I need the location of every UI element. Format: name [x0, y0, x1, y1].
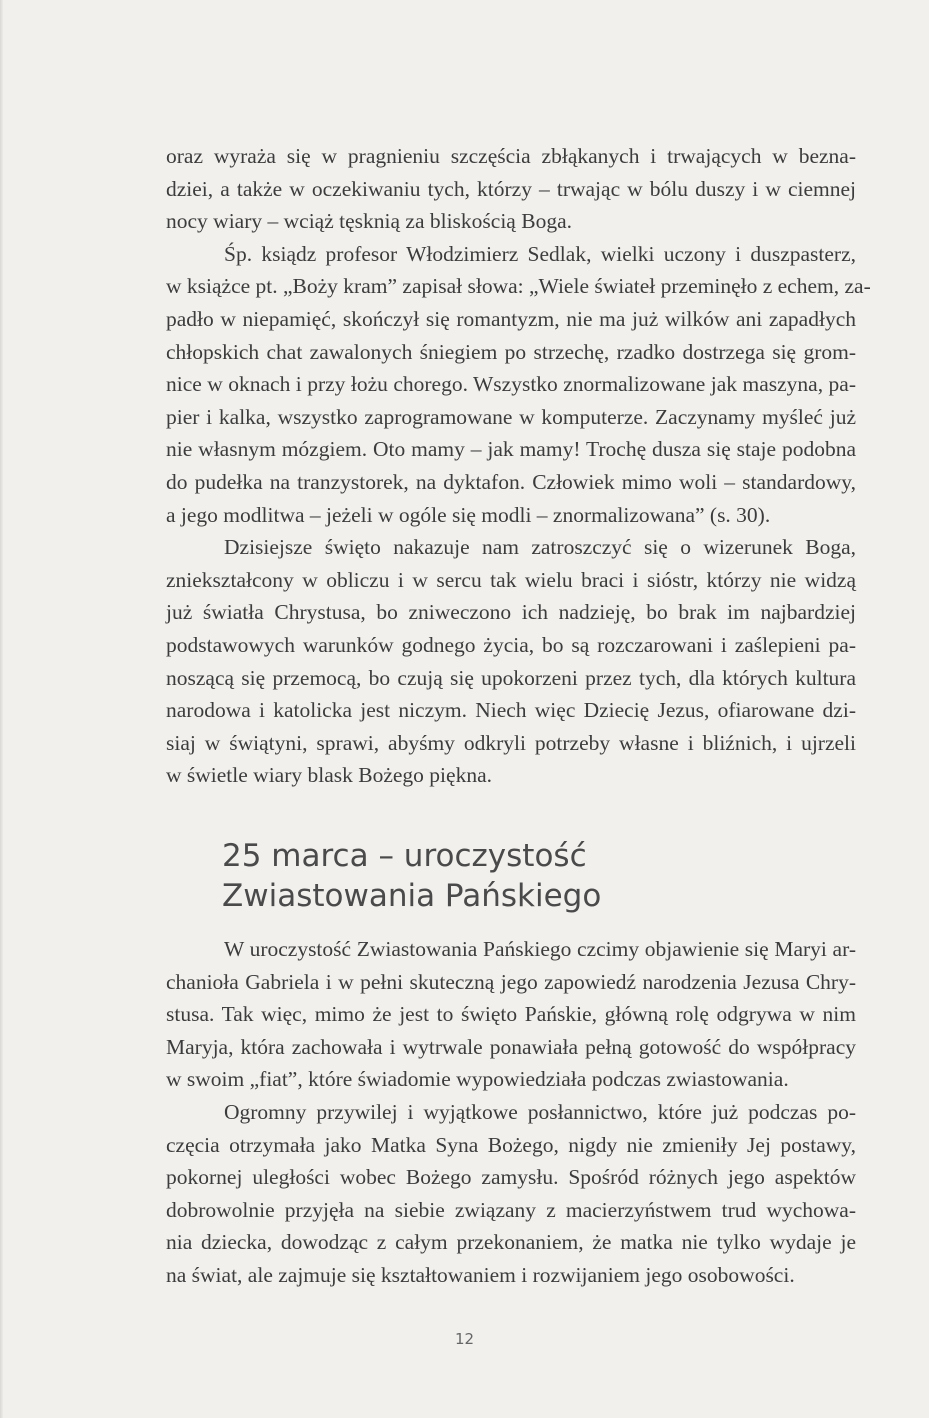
text-line: pokornej uległości wobec Bożego zamysłu. Spośród różnych jego aspektów: [166, 1165, 856, 1190]
text-line: Ogromny przywilej i wyjątkowe posłannictwo, które już podczas po-: [224, 1099, 856, 1124]
text-line: W uroczystość Zwiastowania Pańskiego czcimy objawienie się Maryi ar-: [224, 937, 856, 961]
heading-line: 25 marca – uroczystość: [222, 838, 587, 874]
text-line: siaj w świątyni, sprawi, abyśmy odkryli potrzeby własne i bliźnich, i ujrzeli: [166, 730, 856, 755]
section-heading: [222, 836, 601, 916]
text-line: już światła Chrystusa, bo zniweczono ich nadzieję, bo brak im najbardziej: [166, 600, 856, 625]
paragraph-1: [166, 140, 856, 238]
text-line: w książce pt. „Boży kram” zapisał słowa: „Wiele świateł przeminęło z echem, za-: [166, 274, 871, 299]
text-line: oraz wyraża się w pragnieniu szczęścia zbłąkanych i trwających w bezna-: [166, 144, 856, 168]
heading-line: Zwiastowania Pańskiego: [222, 878, 602, 914]
text-line: a jego modlitwa – jeżeli w ogóle się modli – znormalizowana” (s. 30).: [166, 502, 771, 527]
text-line: dobrowolnie przyjęła na siebie związany z macierzyństwem trud wychowa-: [166, 1197, 856, 1222]
text-line: nocy wiary – wciąż tęsknią za bliskością Boga.: [166, 209, 572, 234]
text-line: dziei, a także w oczekiwaniu tych, którzy – trwając w bólu duszy i w ciemnej: [166, 176, 856, 201]
text-line: pier i kalka, wszystko zaprogramowane w komputerze. Zaczynamy myśleć już: [166, 404, 856, 429]
text-line: do pudełka na tranzystorek, na dyktafon. Człowiek mimo woli – standardowy,: [166, 469, 856, 494]
paragraph-3: [166, 531, 856, 792]
paragraph-5: [166, 1096, 856, 1292]
text-line: zniekształcony w obliczu i w sercu tak wielu braci i sióstr, którzy nie widzą: [166, 567, 856, 592]
body-text-bottom: [166, 933, 856, 1292]
body-text-top: [166, 140, 871, 792]
text-line: na świat, ale zajmuje się kształtowaniem i rozwijaniem jego osobowości.: [166, 1262, 795, 1287]
text-line: nia dziecka, dowodząc z całym przekonaniem, że matka nie tylko wydaje je: [166, 1230, 856, 1255]
text-line: w swoim „fiat”, które świadomie wypowiedziała podczas zwiastowania.: [166, 1067, 789, 1092]
text-line: padło w niepamięć, skończył się romantyzm, nie ma już wilków ani zapadłych: [166, 306, 856, 331]
text-line: stusa. Tak więc, mimo że jest to święto Pańskie, główną rolę odgrywa w nim: [166, 1002, 856, 1027]
text-line: chanioła Gabriela i w pełni skuteczną jego zapowiedź narodzenia Jezusa Chry-: [166, 969, 856, 994]
text-line: narodowa i katolicka jest niczym. Niech więc Dziecię Jezus, ofiarowane dzi-: [166, 698, 856, 723]
text-line: podstawowych warunków godnego życia, bo są rozczarowani i zaślepieni pa-: [166, 632, 856, 657]
text-line: częcia otrzymała jako Matka Syna Bożego, nigdy nie zmieniły Jej postawy,: [166, 1132, 856, 1157]
page-number: 12: [454, 1330, 475, 1348]
text-line: w świetle wiary blask Bożego piękna.: [166, 763, 492, 788]
text-line: Śp. ksiądz profesor Włodzimierz Sedlak, wielki uczony i duszpasterz,: [224, 241, 856, 266]
text-line: nice w oknach i przy łożu chorego. Wszystko znormalizowane jak maszyna, pa-: [166, 372, 856, 397]
text-line: chłopskich chat zawalonych śniegiem po strzechę, rzadko dostrzega się grom-: [166, 339, 856, 364]
paragraph-4: [166, 933, 856, 1096]
text-line: nie własnym mózgiem. Oto mamy – jak mamy! Trochę dusza się staje podobna: [166, 437, 856, 462]
page-edge: [0, 0, 3, 1418]
paragraph-2: [166, 238, 871, 531]
text-line: noszącą się przemocą, bo czują się upokorzeni przez tych, dla których kultura: [166, 665, 856, 690]
text-line: Maryja, która zachowała i wytrwale ponawiała pełną gotowość do współpracy: [166, 1034, 856, 1059]
text-line: Dzisiejsze święto nakazuje nam zatroszczyć się o wizerunek Boga,: [224, 535, 856, 560]
